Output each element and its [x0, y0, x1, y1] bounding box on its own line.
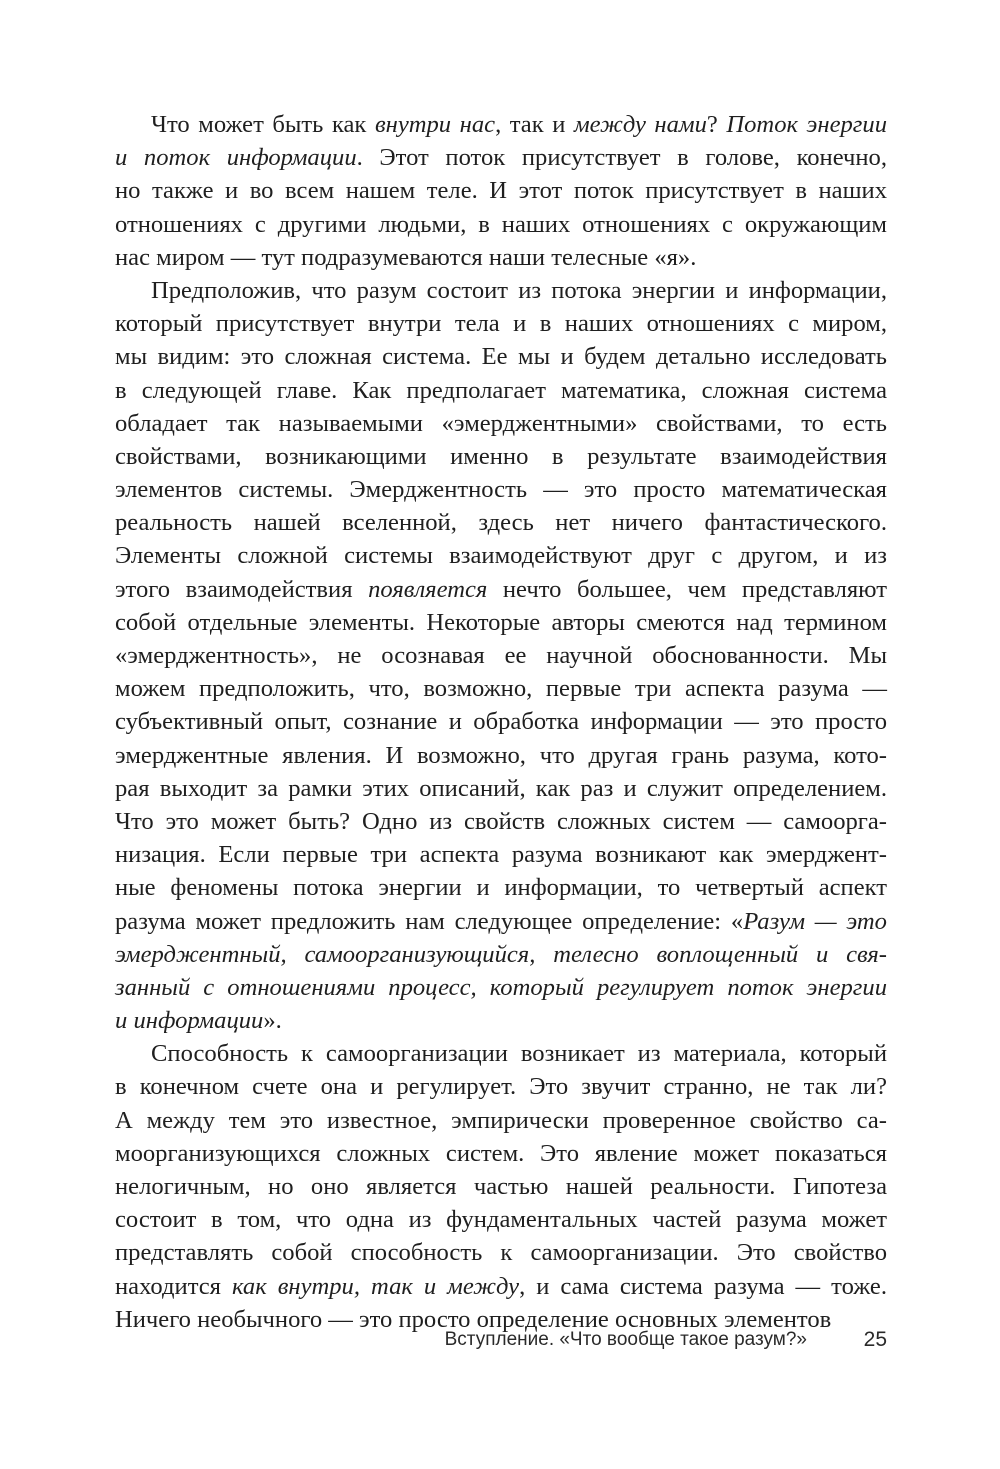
text-run: эмерджентные явления. И возможно, что другая грань разума, кото- — [115, 741, 887, 769]
text-run: субъективный опыт, сознание и обработка информации — это просто — [115, 708, 887, 736]
text-run: А между тем это известное, эмпирически проверенное свойство са- — [115, 1106, 887, 1134]
text-run: этого взаимодействия — [115, 575, 369, 603]
text-line — [115, 1270, 887, 1303]
text-line — [115, 340, 887, 373]
body-text — [115, 108, 887, 1336]
italic-text: и информации — [115, 1007, 264, 1035]
italic-text: занный с отношениями процесс, который регулирует поток энергии — [115, 973, 887, 1001]
text-line — [115, 241, 887, 274]
italic-text: между нами — [573, 111, 707, 138]
text-run: . Этот поток присутствует в голове, конечно, — [356, 144, 888, 172]
text-line — [115, 805, 887, 838]
text-run: нечто большее, чем представляют — [487, 575, 887, 603]
running-head: Вступление. «Что вообще такое разум?» — [444, 1329, 807, 1350]
text-line — [115, 838, 887, 871]
text-run: , так и — [495, 111, 574, 138]
text-line — [115, 772, 887, 805]
italic-text: Поток энергии — [726, 111, 887, 138]
italic-text: Разум — это — [743, 907, 887, 935]
text-run: но также и во всем нашем теле. И этот поток присутствует в наших — [115, 177, 887, 205]
text-line — [115, 407, 887, 440]
text-run: представлять собой способность к самоорганизации. Это свойство — [115, 1239, 887, 1267]
text-line — [115, 1004, 887, 1037]
text-run: «эмерджентность», не осознавая ее научной обоснованности. Мы — [115, 642, 887, 669]
text-line — [115, 506, 887, 539]
text-line — [115, 539, 887, 572]
text-run: Элементы сложной системы взаимодействуют друг с другом, и из — [115, 542, 887, 570]
text-run: в следующей главе. Как предполагает математика, сложная система — [115, 376, 887, 404]
text-run: можем предположить, что, возможно, первые три аспекта разума — — [115, 675, 887, 703]
text-line — [115, 672, 887, 705]
text-line — [115, 938, 887, 971]
text-line — [115, 1203, 887, 1236]
text-run: Что может быть как — [151, 111, 375, 138]
text-run: ? — [706, 111, 727, 138]
text-line — [115, 473, 887, 506]
text-line — [115, 208, 887, 241]
paragraph — [115, 1037, 887, 1336]
text-line — [115, 141, 887, 174]
italic-text: как внутри, так и между — [232, 1272, 520, 1300]
text-run: моорганизующихся сложных систем. Это явление может показаться — [115, 1139, 887, 1167]
text-line — [115, 374, 887, 407]
text-run: рая выходит за рамки этих описаний, как раз и служит определением. — [115, 774, 887, 802]
text-run: мы видим: это сложная система. Ее мы и будем детально исследовать — [115, 343, 887, 371]
text-line — [115, 739, 887, 772]
italic-text: и поток информации — [115, 144, 357, 172]
text-line — [115, 307, 887, 340]
italic-text: внутри нас — [374, 111, 496, 138]
text-line — [115, 1070, 887, 1103]
text-run: находится — [115, 1272, 232, 1300]
text-run: отношениях с другими людьми, в наших отношениях с окружающим — [115, 210, 887, 238]
text-run: элементов системы. Эмерджентность — это просто математическая — [115, 476, 887, 504]
text-line — [115, 174, 887, 207]
paragraph — [115, 108, 887, 274]
text-run: в конечном счете она и регулирует. Это звучит странно, не так ли? — [115, 1073, 887, 1101]
text-line — [115, 274, 887, 307]
text-line — [115, 705, 887, 738]
text-run: низация. Если первые три аспекта разума возникают как эмерджент- — [115, 841, 887, 869]
text-line — [115, 573, 887, 606]
text-run: реальность нашей вселенной, здесь нет ничего фантастического. — [115, 509, 887, 537]
text-line — [115, 1137, 887, 1170]
text-run: нас миром — тут подразумеваются наши телесные «я». — [115, 243, 697, 271]
text-run: обладает так называемыми «эмерджентными» свойствами, то есть — [115, 409, 887, 437]
page-footer — [115, 1325, 887, 1355]
text-run: Что это может быть? Одно из свойств сложных систем — самоорга- — [115, 807, 887, 835]
text-run: Ничего необычного — это просто определение основных элементов — [115, 1305, 832, 1333]
text-line — [115, 1170, 887, 1203]
text-line — [115, 639, 887, 672]
text-run: состоит в том, что одна из фундаментальных частей разума может — [115, 1206, 887, 1234]
text-run: , и сама система разума — тоже. — [519, 1272, 887, 1300]
text-run: Способность к самоорганизации возникает из материала, который — [151, 1040, 887, 1068]
text-run: разума может предложить нам следующее определение: « — [115, 907, 744, 935]
text-run: ». — [263, 1007, 282, 1035]
text-line — [115, 1104, 887, 1137]
text-run: нелогичным, но оно является частью нашей реальности. Гипотеза — [115, 1173, 887, 1200]
text-line — [115, 108, 887, 141]
text-run: который присутствует внутри тела и в наших отношениях с миром, — [115, 310, 887, 338]
text-run: свойствами, возникающими именно в результате взаимодействия — [115, 442, 887, 470]
text-line — [115, 1037, 887, 1070]
text-line — [115, 440, 887, 473]
page-number: 25 — [863, 1328, 887, 1351]
text-line — [115, 606, 887, 639]
text-line — [115, 871, 887, 904]
italic-text: эмерджентный, самоорганизующийся, телесно воплощенный и свя- — [115, 940, 887, 968]
text-line — [115, 1236, 887, 1269]
paragraph — [115, 274, 887, 1037]
text-run: Предположив, что разум состоит из потока энергии и информации, — [151, 276, 887, 304]
text-run: собой отдельные элементы. Некоторые авторы смеются над термином — [115, 608, 887, 636]
text-run: ные феномены потока энергии и информации, то четвертый аспект — [115, 874, 887, 902]
text-line — [115, 905, 887, 938]
italic-text: появляется — [368, 575, 488, 603]
text-line — [115, 971, 887, 1004]
